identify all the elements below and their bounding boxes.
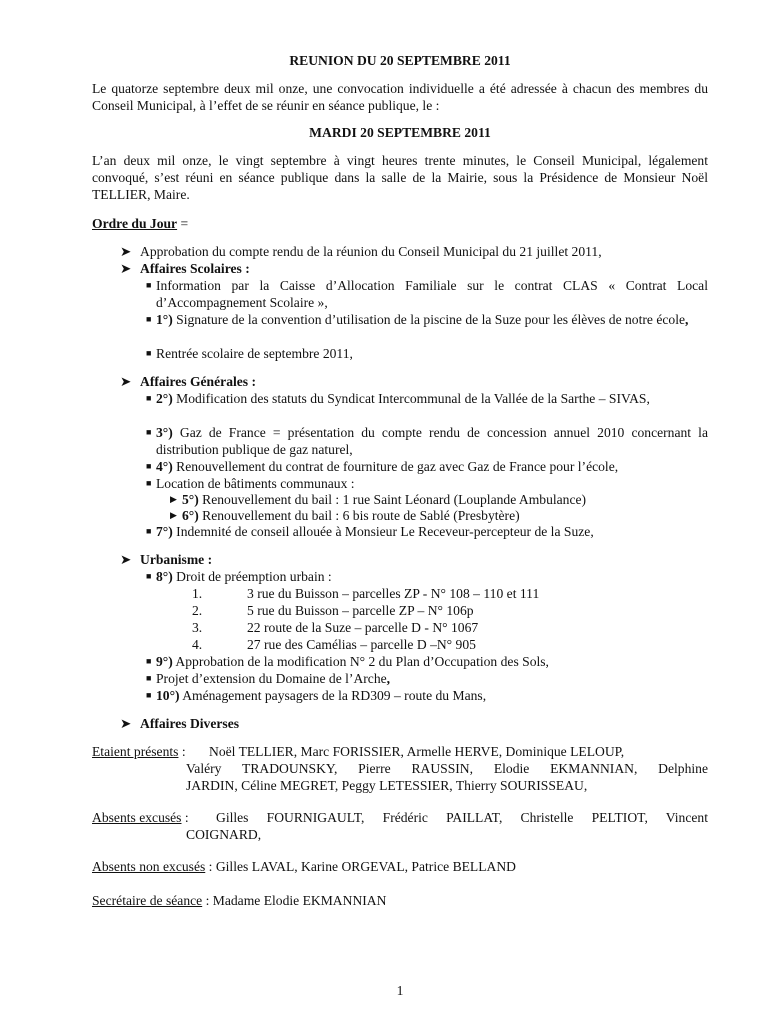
item-number: 5°): [182, 492, 199, 507]
intro-paragraph: Le quatorze septembre deux mil onze, une convocation individuelle a été adressée à chacun des membres du Conseil Municipal, à l’effet de se réunir en séance publique, le :: [92, 81, 708, 113]
square-bullet-icon: ■: [146, 571, 152, 581]
item-number: 10°): [156, 688, 180, 703]
page-number: 1: [396, 983, 404, 998]
arrow-bullet-icon: ➤: [120, 552, 132, 567]
item-number: 9°): [156, 654, 173, 669]
secretaire-name: : Madame Elodie EKMANNIAN: [202, 893, 387, 908]
scolaires-item-clas: Information par la Caisse d’Allocation Familiale sur le contrat CLAS « Contrat Local d’Accompagnement Scolaire »,: [156, 278, 708, 310]
square-bullet-icon: ■: [146, 673, 152, 683]
section-urbanisme: Urbanisme :: [140, 552, 213, 567]
meeting-date: MARDI 20 SEPTEMBRE 2011: [309, 125, 491, 140]
presents-names-line1: Noël TELLIER, Marc FORISSIER, Armelle HERVE, Dominique LELOUP,: [209, 744, 625, 759]
generales-item-location: Location de bâtiments communaux :: [156, 476, 355, 491]
item-number: 8°): [156, 569, 173, 584]
agenda-heading-suffix: =: [177, 216, 189, 231]
preemption-parcel: 22 route de la Suze – parcelle D - N° 1067: [247, 620, 479, 635]
generales-item-indemnite: [156, 523, 708, 540]
urbanisme-item-pos: [156, 653, 708, 670]
item-text: Renouvellement du contrat de fourniture de gaz avec Gaz de France pour l’école,: [172, 459, 619, 474]
square-bullet-icon: ■: [146, 314, 152, 324]
item-number: 3°): [156, 425, 173, 440]
item-text: Renouvellement du bail : 1 rue Saint Léonard (Louplande Ambulance): [198, 492, 587, 507]
preemption-number: 1.: [192, 586, 203, 601]
item-text: Droit de préemption urbain :: [172, 569, 332, 584]
non-excuses-line: [92, 858, 516, 875]
arrow-bullet-icon: ➤: [120, 244, 132, 259]
agenda-heading-label: Ordre du Jour: [92, 216, 178, 231]
item-text: Renouvellement du bail : 6 bis route de Sablé (Presbytère): [198, 508, 520, 523]
preemption-parcel: 3 rue du Buisson – parcelles ZP - N° 108 – 110 et 111: [247, 586, 540, 601]
preemption-number: 3.: [192, 620, 203, 635]
presents-sep: :: [178, 744, 186, 759]
location-bail-saint-leonard: [182, 491, 702, 508]
square-bullet-icon: ■: [146, 427, 152, 437]
urbanisme-item-arche: [156, 670, 708, 687]
item-text: Approbation de la modification N° 2 du Plan d’Occupation des Sols,: [172, 654, 549, 669]
section-affaires-scolaires: Affaires Scolaires :: [140, 261, 250, 276]
arrow-bullet-icon: ➤: [120, 716, 132, 731]
non-excuses-label: Absents non excusés: [92, 859, 206, 874]
agenda-heading: [92, 215, 708, 232]
item-number: 6°): [182, 508, 199, 523]
square-bullet-icon: ■: [146, 348, 152, 358]
section-affaires-generales: Affaires Générales :: [140, 374, 257, 389]
urbanisme-item-rd309: [156, 687, 708, 704]
square-bullet-icon: ■: [146, 690, 152, 700]
arrow-bullet-icon: ➤: [120, 374, 132, 389]
section-affaires-diverses: Affaires Diverses: [140, 716, 240, 731]
document-title: REUNION DU 20 SEPTEMBRE 2011: [289, 53, 511, 68]
item-text: Signature de la convention d’utilisation de la piscine de la Suze pour les élèves de notre école: [172, 312, 686, 327]
item-text: Indemnité de conseil allouée à Monsieur Le Receveur-percepteur de la Suze,: [172, 524, 594, 539]
item-number: 4°): [156, 459, 173, 474]
generales-item-gaz-compte-rendu: [156, 424, 708, 458]
excuses-names-line2: COIGNARD,: [186, 827, 262, 842]
item-text: Gaz de France = présentation du compte rendu de concession annuel 2010 concernant la distribution publique de gaz naturel,: [156, 425, 708, 457]
triangle-bullet-icon: ▶: [170, 494, 177, 504]
urbanisme-item-preemption: [156, 568, 708, 585]
presents-names-line3: JARDIN, Céline MEGRET, Peggy LETESSIER, Thierry SOURISSEAU,: [186, 778, 588, 793]
square-bullet-icon: ■: [146, 526, 152, 536]
secretaire-label: Secrétaire de séance: [92, 893, 203, 908]
square-bullet-icon: ■: [146, 461, 152, 471]
preemption-number: 2.: [192, 603, 203, 618]
preemption-parcel: 27 rue des Camélias – parcelle D –N° 905: [247, 637, 476, 652]
opening-paragraph: L’an deux mil onze, le vingt septembre à vingt heures trente minutes, le Conseil Municipal, légalement convoqué, s’est réuni en séance publique dans la salle de la Mairie, sous la Présidence de Monsieur Noël TELLIER, Maire.: [92, 153, 708, 202]
item-number: 2°): [156, 391, 173, 406]
location-bail-presbytere: [182, 507, 702, 524]
presents-label-line: [92, 743, 186, 760]
arrow-bullet-icon: ➤: [120, 261, 132, 276]
excuses-names-line1: Gilles FOURNIGAULT, Frédéric PAILLAT, Christelle PELTIOT, Vincent: [216, 810, 708, 825]
preemption-parcel: 5 rue du Buisson – parcelle ZP – N° 106p: [247, 603, 474, 618]
non-excuses-names: : Gilles LAVAL, Karine ORGEVAL, Patrice BELLAND: [205, 859, 516, 874]
square-bullet-icon: ■: [146, 478, 152, 488]
presents-label: Etaient présents: [92, 744, 179, 759]
generales-item-sivas: [156, 390, 708, 407]
excuses-sep: :: [181, 810, 189, 825]
item-end: ,: [386, 671, 391, 686]
scolaires-item-rentree: Rentrée scolaire de septembre 2011,: [156, 346, 353, 361]
scolaires-item-piscine: [156, 311, 708, 328]
item-text: Projet d’extension du Domaine de l’Arche: [156, 671, 387, 686]
preemption-number: 4.: [192, 637, 203, 652]
square-bullet-icon: ■: [146, 393, 152, 403]
item-text: Modification des statuts du Syndicat Intercommunal de la Vallée de la Sarthe – SIVAS,: [172, 391, 650, 406]
item-number: 1°): [156, 312, 173, 327]
generales-item-gaz-contrat: [156, 458, 708, 475]
square-bullet-icon: ■: [146, 280, 152, 290]
agenda-item-approbation: Approbation du compte rendu de la réunion du Conseil Municipal du 21 juillet 2011,: [140, 244, 602, 259]
presents-names-line2: Valéry TRADOUNSKY, Pierre RAUSSIN, Elodie EKMANNIAN, Delphine: [186, 761, 708, 776]
secretaire-line: [92, 892, 386, 909]
item-end: ,: [685, 312, 689, 327]
square-bullet-icon: ■: [146, 656, 152, 666]
triangle-bullet-icon: ▶: [170, 510, 177, 520]
excuses-label-line: [92, 809, 189, 826]
item-number: 7°): [156, 524, 173, 539]
item-text: Aménagement paysagers de la RD309 – route du Mans,: [179, 688, 487, 703]
excuses-label: Absents excusés: [92, 810, 182, 825]
